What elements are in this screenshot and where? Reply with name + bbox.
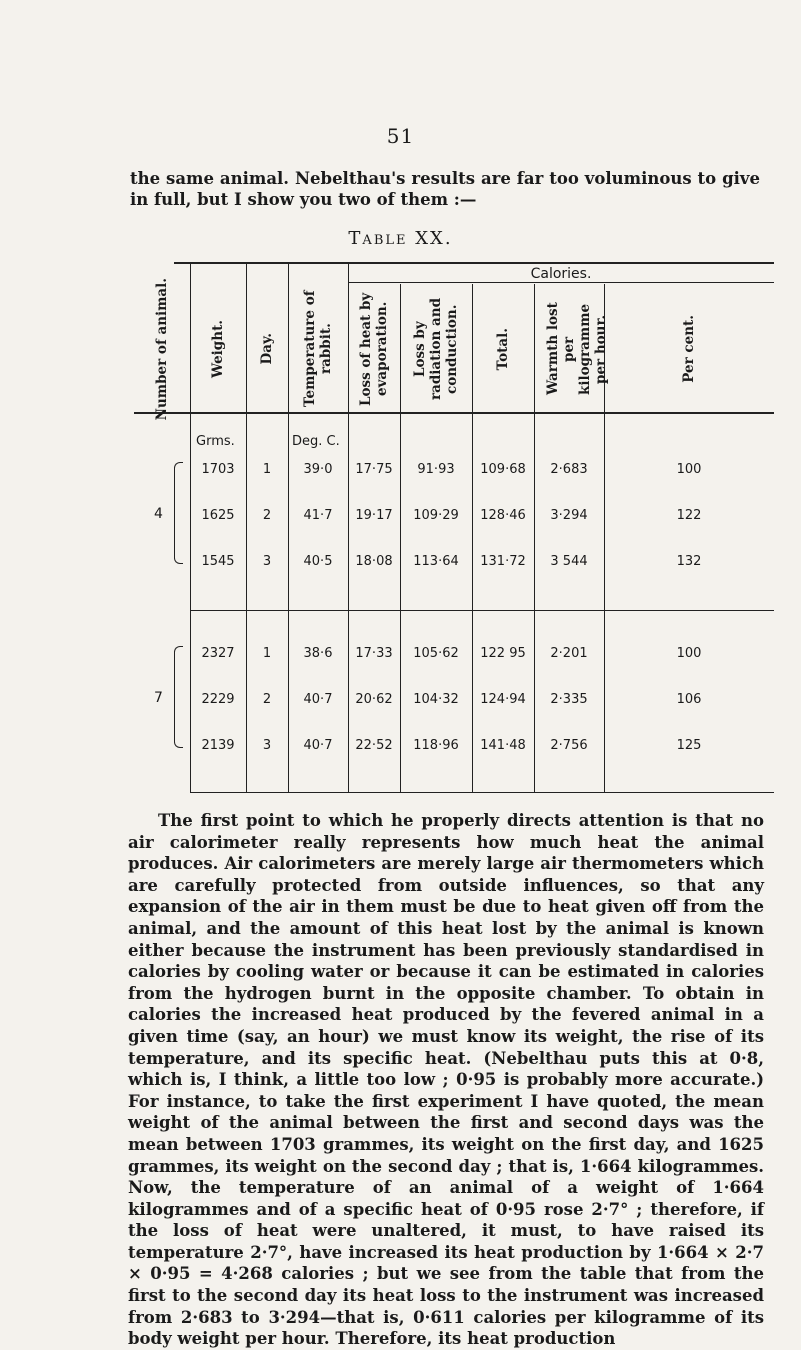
row-brace	[174, 646, 183, 748]
table-cell: 122	[676, 508, 702, 523]
table-cell: 106	[676, 692, 702, 707]
table-cell: 128·46	[480, 508, 526, 523]
intro-paragraph: the same animal. Nebelthau's results are far too voluminous to give in full, but I show you two of them :—	[130, 169, 760, 209]
table-cell: 3 544	[550, 554, 588, 569]
calories-header: Calories.	[530, 266, 592, 282]
table-cell: 2·335	[550, 692, 588, 707]
table-cell: 132	[676, 554, 702, 569]
table-cell: 1625	[201, 508, 235, 523]
table-cell: 131·72	[480, 554, 526, 569]
table-cell: 41·7	[303, 508, 333, 523]
page-number: 51	[386, 124, 415, 148]
table-cell: 1545	[201, 554, 235, 569]
table-bottom-rule	[190, 792, 774, 793]
table-top-rule	[174, 262, 774, 264]
table-cell: 38·6	[303, 646, 333, 661]
col-header-total: Total.	[495, 327, 511, 371]
group-separator	[190, 610, 774, 611]
table-cell: 100	[676, 462, 702, 477]
table-cell: 3	[262, 738, 272, 753]
col-header-evaporation: Loss of heat by evaporation.	[358, 292, 390, 406]
col-header-warmth: Warmth lost per kilogramme per hour.	[545, 302, 609, 396]
table-cell: 39·0	[303, 462, 333, 477]
table-cell: 109·29	[413, 508, 459, 523]
table-cell: 125	[676, 738, 702, 753]
table-cell: 1	[262, 462, 272, 477]
col-header-radiation: Loss by radiation and conduction.	[412, 297, 460, 401]
table-cell: 22·52	[355, 738, 393, 753]
table-cell: 105·62	[413, 646, 459, 661]
table-cell: 118·96	[413, 738, 459, 753]
col-header-percent: Per cent.	[681, 315, 697, 383]
table-cell: 3·294	[550, 508, 588, 523]
table-cell: 2139	[201, 738, 235, 753]
table-title: Table XX.	[348, 228, 453, 249]
table-cell: 17·33	[355, 646, 393, 661]
table-cell: 91·93	[417, 462, 455, 477]
table-cell: 113·64	[413, 554, 459, 569]
table-cell: 1703	[201, 462, 235, 477]
table-cell: 2	[262, 692, 272, 707]
header-rule	[134, 412, 774, 414]
animal-number: 4	[154, 506, 163, 522]
table-cell: 1	[262, 646, 272, 661]
weight-unit: Grms.	[196, 434, 235, 449]
table-cell: 100	[676, 646, 702, 661]
table-cell: 40·7	[303, 692, 333, 707]
table-cell: 18·08	[355, 554, 393, 569]
body-paragraph: The first point to which he properly directs attention is that no air calorimeter really represents how much heat the animal produces. Air calorimeters are merely large air thermometers which are carefully protected from outside influences, so that any expansion of the air in them must be due to heat given off from the animal, and the amount of this heat lost by the animal is known either because the instrument has been previously standardised in calories by cooling water or because it can be estimated in calories from the hydrogen burnt in the opposite chamber. To obtain in calories the increased heat produced by the fevered animal in a given time (say, an hour) we must know its weight, the rise of its temperature, and its specific heat. (Nebelthau puts this at 0·8, which is, I think, a little too low ; 0·95 is probably more accurate.) For instance, to take the first experiment I have quoted, the mean weight of the animal between the first and second days was the mean between 1703 grammes, its weight on the first day, and 1625 grammes, its weight on the second day ; that is, 1·664 kilogrammes. Now, the temperature of an animal of a weight of 1·664 kilogrammes and of a specific heat of 0·95 rose 2·7° ; therefore, if the loss of heat were unaltered, it must, to have raised its temperature 2·7°, have increased its heat production by 1·664 × 2·7 × 0·95 = 4·268 calories ; but we see from the table that from the first to the second day its heat loss to the instrument was increased from 2·683 to 3·294—that is, 0·611 calories per kilogramme of its body weight per hour. Therefore, its heat production	[128, 811, 764, 1349]
col-header-day: Day.	[259, 333, 275, 365]
col-header-number: Number of animal.	[154, 277, 170, 421]
col-header-temperature: Temperature of rabbit.	[302, 290, 334, 408]
row-brace	[174, 462, 183, 564]
calories-brace	[348, 282, 774, 283]
table-cell: 2·756	[550, 738, 588, 753]
temperature-unit: Deg. C.	[292, 434, 340, 449]
table-cell: 19·17	[355, 508, 393, 523]
table-cell: 2327	[201, 646, 235, 661]
animal-number: 7	[154, 690, 163, 706]
table-cell: 109·68	[480, 462, 526, 477]
table-cell: 20·62	[355, 692, 393, 707]
table-cell: 141·48	[480, 738, 526, 753]
col-header-weight: Weight.	[210, 320, 226, 378]
table-cell: 2229	[201, 692, 235, 707]
table-cell: 124·94	[480, 692, 526, 707]
table-cell: 40·5	[303, 554, 333, 569]
table-cell: 122 95	[480, 646, 526, 661]
table-cell: 2·683	[550, 462, 588, 477]
table-cell: 104·32	[413, 692, 459, 707]
table-cell: 17·75	[355, 462, 393, 477]
table-cell: 3	[262, 554, 272, 569]
table-cell: 2	[262, 508, 272, 523]
table-cell: 40·7	[303, 738, 333, 753]
table-cell: 2·201	[550, 646, 588, 661]
data-table	[134, 262, 774, 794]
